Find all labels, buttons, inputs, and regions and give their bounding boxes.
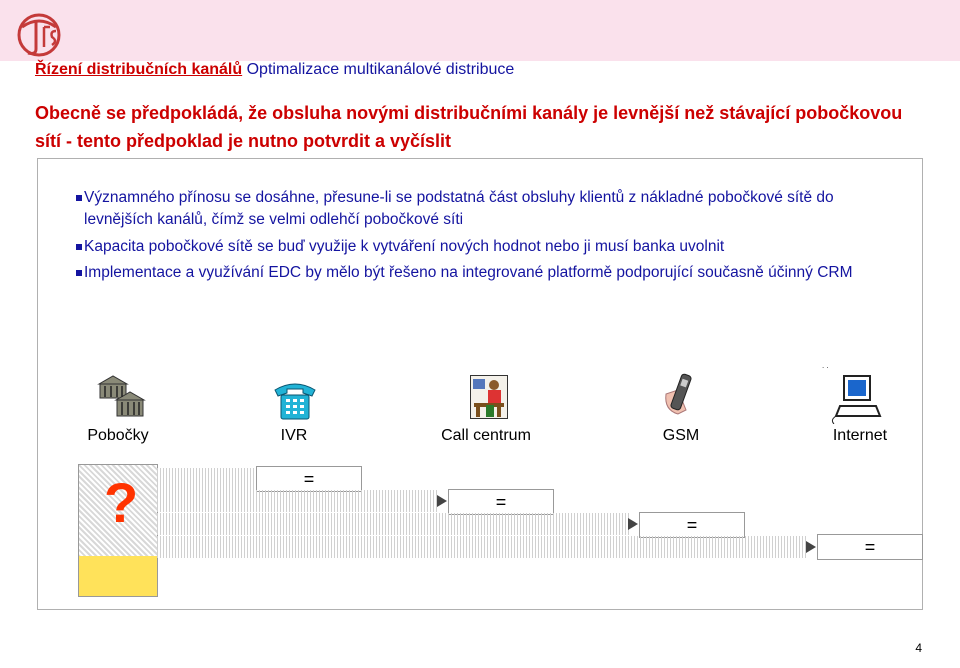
call-center-equals-box: = [448,489,554,515]
computer-icon [822,360,888,424]
channel-label-call-center: Call centrum [441,427,531,444]
channel-label-internet: Internet [832,427,888,444]
bank-building-icon [96,374,148,424]
slide-header [35,61,514,79]
mobile-phone-icon [660,370,700,418]
arrow-icon [628,518,638,530]
bullet-square-icon [76,270,82,276]
subsection-title: Optimalizace multikanálové distribuce [246,61,515,78]
channel-label-ivr: IVR [280,427,308,444]
channel-label-branches: Pobočky [87,427,149,444]
bullet-item-2 [84,236,904,258]
bullet-item-1 [84,187,904,231]
call-center-connector-bar [157,490,439,512]
phone-icon [272,380,318,422]
internet-equals-box: = [817,534,923,560]
ivr-equals-box: = [256,466,362,492]
ivr-connector-bar [157,468,256,490]
bullet-square-icon [76,195,82,201]
arrow-icon [806,541,816,553]
bullet-text: Implementace a využívání EDC by mělo být řešeno na integrované platformě podporující současně účinný CRM [84,264,853,281]
svg-text:. .: . . [822,361,829,370]
logo-icon [14,9,68,59]
gsm-equals-box: = [639,512,745,538]
channel-label-gsm: GSM [662,427,700,444]
arrow-icon [437,495,447,507]
branch-cost-yellow-box [78,556,158,597]
question-mark: ? [104,471,139,534]
bullet-item-3 [84,262,904,284]
bullet-text: Kapacita pobočkové sítě se buď využije k vytváření nových hodnot nebo ji musí banka uvolnit [84,238,725,255]
top-band [0,0,960,61]
section-title: Řízení distribučních kanálů [35,61,243,78]
internet-connector-bar [157,536,807,558]
bullet-square-icon [76,244,82,250]
gsm-connector-bar [157,513,629,535]
page-number: 4 [915,641,922,655]
bullet-text: Významného přínosu se dosáhne, přesune-li se podstatná část obsluhy klientů z nákladné pobočkové sítě do levnějších kanálů, čímž se velmi odlehčí pobočkové síti [84,189,834,228]
call-center-icon [470,375,508,419]
slide-title: Obecně se předpokládá, že obsluha novými distribučními kanály je levnější než stávající pobočkovou sítí - tento předpoklad je nutno potvrdit a vyčíslit [35,103,903,151]
